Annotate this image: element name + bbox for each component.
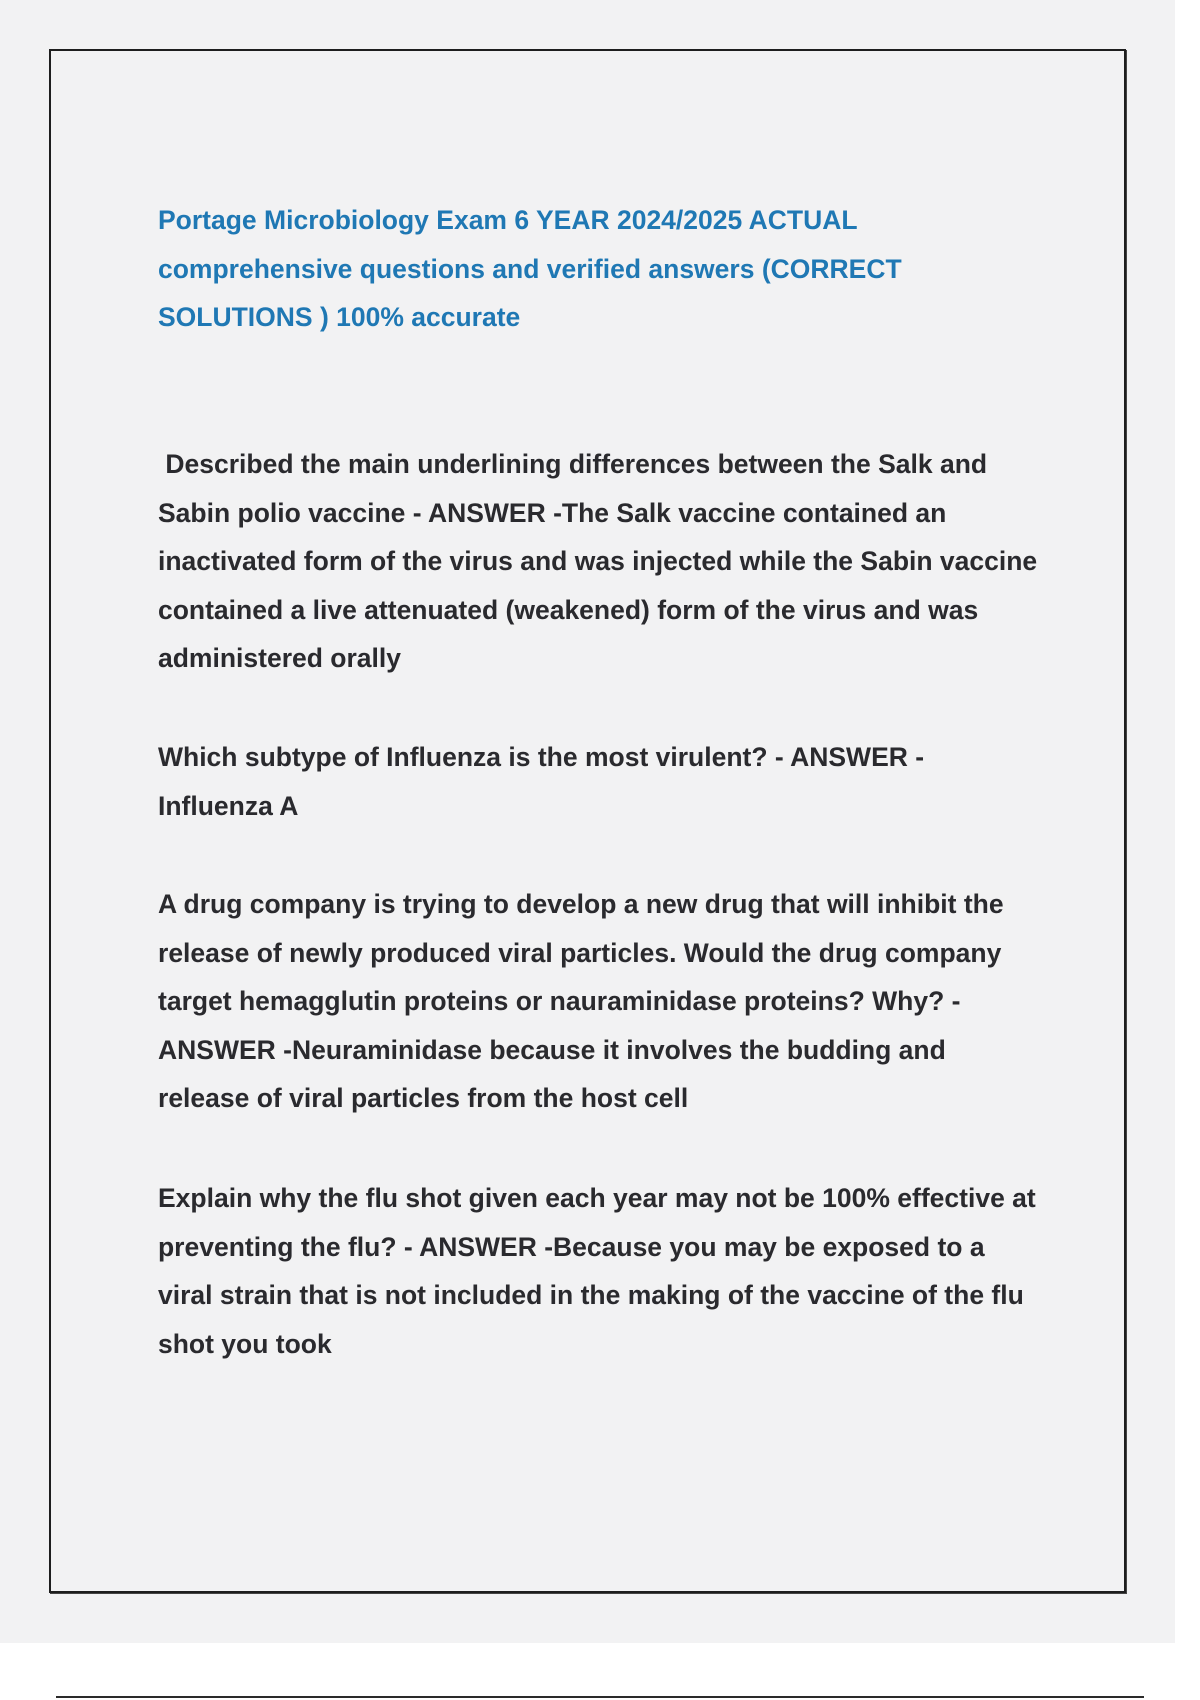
qa-item-influenza-subtype: Which subtype of Influenza is the most virulent? - ANSWER -Influenza A <box>158 742 925 821</box>
qa-item-drug-target: A drug company is trying to develop a new drug that will inhibit the release of newly produced viral particles. Would the drug company target hemagglutin proteins or nauraminidase proteins? Why? - ANSWER -Neuraminidase because it involves the budding and release of viral particles from the host cell <box>158 889 1004 1113</box>
footer-divider <box>56 1696 1144 1698</box>
qa-item-flu-shot: Explain why the flu shot given each year may not be 100% effective at preventing the flu? - ANSWER -Because you may be exposed to a viral strain that is not included in the making of the vaccine of the flu shot you took <box>158 1183 1036 1359</box>
qa-item-polio-vaccine: Described the main underlining differences between the Salk and Sabin polio vaccine - ANSWER -The Salk vaccine contained an inactivated form of the virus and was injected while the Sabin vaccine contained a live attenuated (weakened) form of the virus and was administered orally <box>158 449 1045 673</box>
document-title: Portage Microbiology Exam 6 YEAR 2024/2025 ACTUAL comprehensive questions and verified answers (CORRECT SOLUTIONS ) 100% accurate <box>158 205 902 332</box>
